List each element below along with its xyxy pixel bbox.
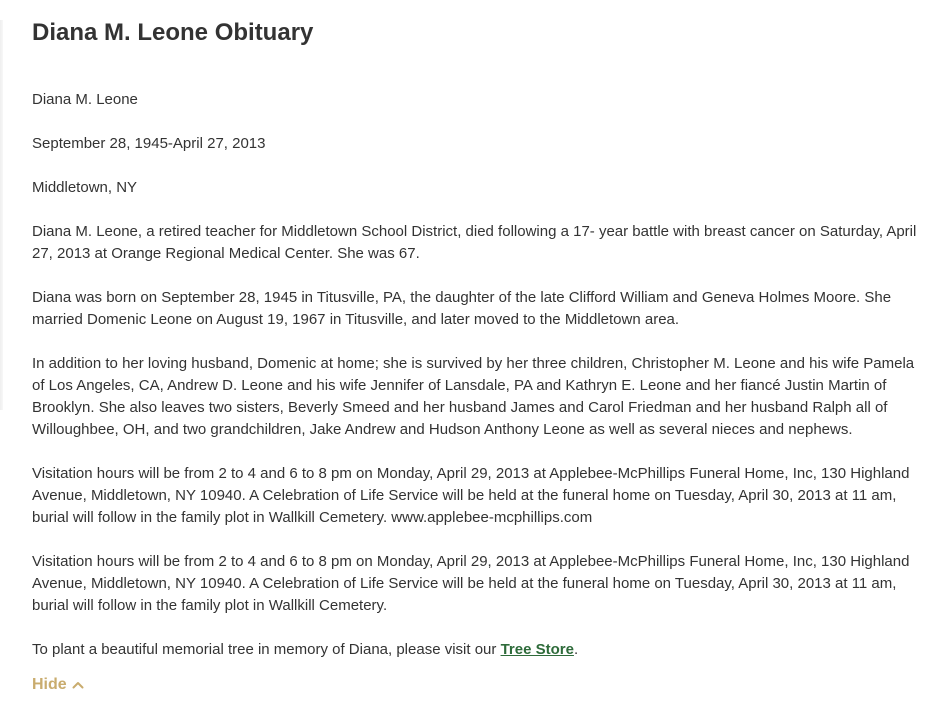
hide-toggle-button[interactable] xyxy=(32,674,84,696)
tree-store-suffix: . xyxy=(573,641,579,658)
obituary-paragraph-visitation-repeat: Visitation hours will be from 2 to 4 and 6 to 8 pm on Monday, April 29, 2013 at Applebee-McPhillips Funeral Home, Inc, 130 Highland Avenue, Middletown, NY 10940. A Celebration of Life Service will be held at the funeral home on Tuesday, April 30, 2013 at 11 am, burial will follow in the family plot in Wallkill Cemetery. xyxy=(32,553,910,614)
left-panel-edge xyxy=(0,20,3,410)
tree-store-link[interactable]: Tree Store xyxy=(500,641,574,658)
obituary-paragraph-visitation: Visitation hours will be from 2 to 4 and 6 to 8 pm on Monday, April 29, 2013 at Applebee-McPhillips Funeral Home, Inc, 130 Highland Avenue, Middletown, NY 10940. A Celebration of Life Service will be held at the funeral home on Tuesday, April 30, 2013 at 11 am, burial will follow in the family plot in Wallkill Cemetery. www.applebee-mcphillips.com xyxy=(32,465,910,526)
obituary-content xyxy=(32,17,917,696)
tree-store-prefix: To plant a beautiful memorial tree in memory of Diana, please visit our xyxy=(32,641,501,658)
hide-toggle-label: Hide xyxy=(32,676,67,693)
obituary-paragraph-death: Diana M. Leone, a retired teacher for Middletown School District, died following a 17- year battle with breast cancer on Saturday, April 27, 2013 at Orange Regional Medical Center. She was 67. xyxy=(32,223,917,262)
page-title: Diana M. Leone Obituary xyxy=(32,19,314,46)
tree-store-text xyxy=(32,639,917,661)
obituary-paragraph-survivors: In addition to her loving husband, Domenic at home; she is survived by her three children, Christopher M. Leone and his wife Pamela of Los Angeles, CA, Andrew D. Leone and his wife Jennifer of Lansdale, PA and Kathryn E. Leone and her fiancé Justin Martin of Brooklyn. She also leaves two sisters, Beverly Smeed and her husband James and Carol Friedman and her husband Ralph all of Willoughbee, OH, and two grandchildren, Jake Andrew and Hudson Anthony Leone as well as several nieces and nephews. xyxy=(32,355,915,438)
deceased-name: Diana M. Leone xyxy=(32,91,138,108)
obituary-paragraph-birth: Diana was born on September 28, 1945 in Titusville, PA, the daughter of the late Clifford William and Geneva Holmes Moore. She married Domenic Leone on August 19, 1967 in Titusville, and later moved to the Middletown area. xyxy=(32,289,892,328)
life-dates: September 28, 1945-April 27, 2013 xyxy=(32,135,266,152)
location: Middletown, NY xyxy=(32,179,138,196)
chevron-up-icon xyxy=(72,681,84,689)
